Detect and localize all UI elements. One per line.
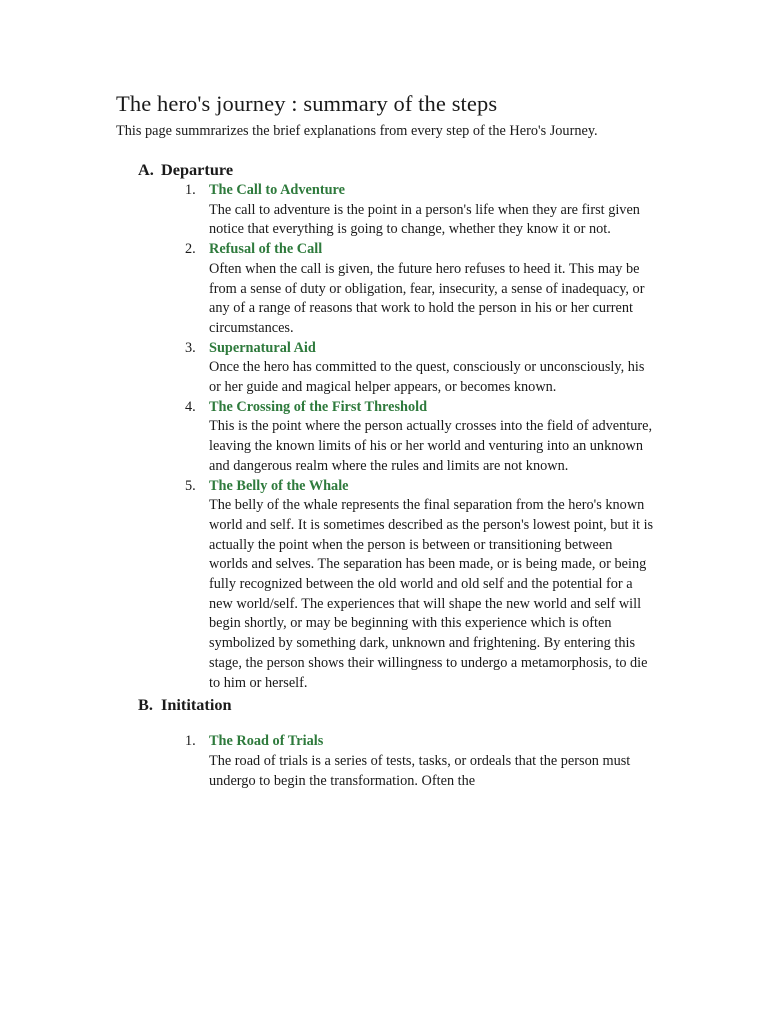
section-heading-departure xyxy=(138,159,676,181)
step-number: 4. xyxy=(185,398,196,415)
document-page xyxy=(116,90,676,791)
section-title: Departure xyxy=(161,160,234,179)
list-item xyxy=(116,240,654,339)
step-title: Refusal of the Call xyxy=(209,241,323,258)
section-letter: A. xyxy=(138,160,154,179)
list-item xyxy=(116,477,654,694)
step-text: This is the point where the person actually crosses into the field of adventure, leaving the known limits of his or her world and venturing into an unknown and dangerous realm where the rules and limits are not known. xyxy=(209,418,653,474)
step-title: Supernatural Aid xyxy=(209,339,316,356)
section-letter: B. xyxy=(138,695,153,715)
page-title: The hero's journey : summary of the steps xyxy=(116,91,498,116)
step-text: The call to adventure is the point in a person's life when they are first given notice that everything is going to change, whether they know it or not. xyxy=(209,201,640,238)
initiation-steps-list xyxy=(116,732,676,791)
list-item xyxy=(116,181,654,240)
section-title: Inititation xyxy=(161,695,232,715)
departure-steps-list xyxy=(116,181,676,693)
step-text: Once the hero has committed to the quest, consciously or unconsciously, his or her guide and magical helper appears, or becomes known. xyxy=(209,359,645,396)
step-number: 3. xyxy=(185,339,196,356)
step-text: The road of trials is a series of tests, tasks, or ordeals that the person must undergo to begin the transformation. Often the xyxy=(209,752,631,789)
list-item xyxy=(116,398,654,477)
section-spacer xyxy=(116,716,676,732)
intro-paragraph: This page summrarizes the brief explanations from every step of the Hero's Journey. xyxy=(116,123,598,139)
step-title: The Crossing of the First Threshold xyxy=(209,398,428,415)
step-text: Often when the call is given, the future hero refuses to heed it. This may be from a sense of duty or obligation, fear, insecurity, a sense of inadequacy, or any of a range of reasons that work to hold the person in his or her current circumstances. xyxy=(209,260,645,336)
step-text: The belly of the whale represents the final separation from the hero's known world and self. It is sometimes described as the person's lowest point, but it is actually the point when the person is between or transitioning between worlds and selves. The separation has been made, or is being made, or being fully recognized between the old world and old self and the potential for a new world/self. The experiences that will shape the new world and self will begin shortly, or may be beginning with this experience which is often symbolized by something dark, unknown and frightening. By entering this stage, the person shows their willingness to undergo a metamorphosis, to die to him or herself. xyxy=(209,497,654,691)
list-item xyxy=(116,339,654,398)
step-number: 1. xyxy=(185,733,196,750)
step-title: The Road of Trials xyxy=(209,733,324,750)
step-title: The Call to Adventure xyxy=(209,182,345,198)
list-item xyxy=(116,732,654,791)
step-title: The Belly of the Whale xyxy=(209,477,349,494)
step-number: 2. xyxy=(185,241,196,258)
section-heading-initiation xyxy=(138,694,676,716)
step-number: 5. xyxy=(185,477,196,494)
step-number: 1. xyxy=(185,182,196,198)
